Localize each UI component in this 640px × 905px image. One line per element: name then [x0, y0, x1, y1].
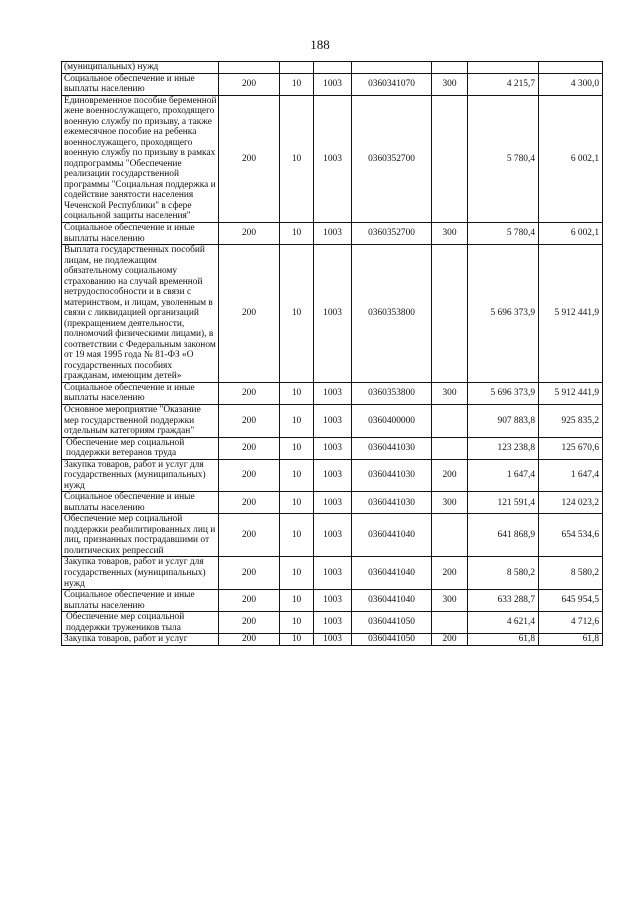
expense-type-cell: [432, 612, 468, 634]
amount-year1-cell: 5 780,4: [468, 222, 539, 244]
section-cell: 200: [219, 634, 280, 646]
section-cell: 200: [219, 492, 280, 514]
target-code-cell: 0360441040: [352, 514, 432, 557]
expense-type-cell: [432, 437, 468, 459]
subsection-cell: 10: [280, 514, 314, 557]
amount-year2-cell: 5 912 441,9: [539, 382, 603, 404]
amount-year1-cell: 121 591,4: [468, 492, 539, 514]
subsection-cell: 10: [280, 634, 314, 646]
amount-year1-cell: 123 238,8: [468, 437, 539, 459]
expense-type-cell: 300: [432, 590, 468, 612]
article-cell: 1003: [314, 514, 352, 557]
subsection-cell: 10: [280, 73, 314, 95]
article-cell: 1003: [314, 437, 352, 459]
expense-type-cell: 300: [432, 222, 468, 244]
subsection-cell: 10: [280, 245, 314, 383]
table-row: [62, 405, 603, 438]
item-name-cell: (муниципальных) нужд: [62, 62, 219, 74]
target-code-cell: 0360341070: [352, 73, 432, 95]
expense-type-cell: [432, 95, 468, 222]
target-code-cell: 0360353800: [352, 245, 432, 383]
article-cell: 1003: [314, 612, 352, 634]
table-row: [62, 514, 603, 557]
subsection-cell: 10: [280, 492, 314, 514]
expense-type-cell: 200: [432, 557, 468, 590]
target-code-cell: 0360441050: [352, 612, 432, 634]
item-name-cell: Социальное обеспечение и иные выплаты населению: [62, 590, 219, 612]
item-name-cell: Закупка товаров, работ и услуг: [62, 634, 219, 646]
table-row: [62, 73, 603, 95]
section-cell: 200: [219, 590, 280, 612]
section-cell: 200: [219, 245, 280, 383]
section-cell: 200: [219, 405, 280, 438]
article-cell: 1003: [314, 557, 352, 590]
amount-year2-cell: 6 002,1: [539, 95, 603, 222]
expense-type-cell: 200: [432, 634, 468, 646]
amount-year1-cell: 4 621,4: [468, 612, 539, 634]
amount-year2-cell: 4 712,6: [539, 612, 603, 634]
subsection-cell: 10: [280, 437, 314, 459]
table-row: [62, 62, 603, 74]
subsection-cell: 10: [280, 222, 314, 244]
table-row: [62, 222, 603, 244]
section-cell: 200: [219, 95, 280, 222]
amount-year1-cell: 8 580,2: [468, 557, 539, 590]
budget-table: [61, 61, 603, 646]
article-cell: 1003: [314, 222, 352, 244]
section-cell: 200: [219, 514, 280, 557]
expense-type-cell: [432, 245, 468, 383]
amount-year1-cell: 5 696 373,9: [468, 382, 539, 404]
subsection-cell: 10: [280, 405, 314, 438]
table-row: [62, 634, 603, 646]
table-row: [62, 382, 603, 404]
item-name-cell: Выплата государственных пособий лицам, не подлежащим обязательному социальному страхованию на случай временной нетрудоспособности и в связи с материнством, и лицам, уволенным в связи с ликвидацией организаций (прекращением деятельности, полномочий физическими лицами), в соответствии с Федеральным законом от 19 мая 1995 года № 81-ФЗ «О государственных пособиях гражданам, имеющим детей»: [62, 245, 219, 383]
item-name-cell: Обеспечение мер социальной поддержки тружеников тыла: [62, 612, 219, 634]
article-cell: 1003: [314, 73, 352, 95]
amount-year1-cell: 61,8: [468, 634, 539, 646]
amount-year2-cell: 5 912 441,9: [539, 245, 603, 383]
target-code-cell: 0360352700: [352, 222, 432, 244]
amount-year2-cell: 61,8: [539, 634, 603, 646]
subsection-cell: 10: [280, 557, 314, 590]
amount-year1-cell: 633 288,7: [468, 590, 539, 612]
article-cell: 1003: [314, 405, 352, 438]
item-name-cell: Социальное обеспечение и иные выплаты населению: [62, 492, 219, 514]
section-cell: 200: [219, 222, 280, 244]
article-cell: [314, 62, 352, 74]
expense-type-cell: [432, 405, 468, 438]
amount-year2-cell: 645 954,5: [539, 590, 603, 612]
target-code-cell: 0360400000: [352, 405, 432, 438]
target-code-cell: 0360441040: [352, 590, 432, 612]
table-body: [62, 62, 603, 646]
target-code-cell: 0360441030: [352, 437, 432, 459]
subsection-cell: 10: [280, 612, 314, 634]
amount-year2-cell: 124 023,2: [539, 492, 603, 514]
amount-year1-cell: 907 883,8: [468, 405, 539, 438]
expense-type-cell: 300: [432, 73, 468, 95]
item-name-cell: Закупка товаров, работ и услуг для государственных (муниципальных) нужд: [62, 459, 219, 492]
article-cell: 1003: [314, 382, 352, 404]
item-name-cell: Основное мероприятие "Оказание мер государственной поддержки отдельным категориям граждан": [62, 405, 219, 438]
amount-year2-cell: [539, 62, 603, 74]
amount-year1-cell: 5 696 373,9: [468, 245, 539, 383]
amount-year2-cell: 925 835,2: [539, 405, 603, 438]
table-row: [62, 245, 603, 383]
amount-year2-cell: 6 002,1: [539, 222, 603, 244]
amount-year1-cell: 4 215,7: [468, 73, 539, 95]
article-cell: 1003: [314, 634, 352, 646]
expense-type-cell: [432, 514, 468, 557]
article-cell: 1003: [314, 459, 352, 492]
table-row: [62, 557, 603, 590]
target-code-cell: 0360352700: [352, 95, 432, 222]
target-code-cell: 0360353800: [352, 382, 432, 404]
table-row: [62, 459, 603, 492]
section-cell: 200: [219, 73, 280, 95]
item-name-cell: Закупка товаров, работ и услуг для государственных (муниципальных) нужд: [62, 557, 219, 590]
section-cell: 200: [219, 459, 280, 492]
page-number: 188: [310, 37, 330, 52]
item-name-cell: Обеспечение мер социальной поддержки ветеранов труда: [62, 437, 219, 459]
subsection-cell: 10: [280, 382, 314, 404]
article-cell: 1003: [314, 95, 352, 222]
target-code-cell: 0360441030: [352, 459, 432, 492]
target-code-cell: 0360441040: [352, 557, 432, 590]
target-code-cell: 0360441050: [352, 634, 432, 646]
amount-year2-cell: 654 534,6: [539, 514, 603, 557]
table-row: [62, 492, 603, 514]
expense-type-cell: [432, 62, 468, 74]
subsection-cell: 10: [280, 590, 314, 612]
expense-type-cell: 200: [432, 459, 468, 492]
article-cell: 1003: [314, 590, 352, 612]
section-cell: 200: [219, 437, 280, 459]
amount-year2-cell: 125 670,6: [539, 437, 603, 459]
article-cell: 1003: [314, 245, 352, 383]
subsection-cell: 10: [280, 95, 314, 222]
expense-type-cell: 300: [432, 492, 468, 514]
table-row: [62, 612, 603, 634]
target-code-cell: 0360441030: [352, 492, 432, 514]
item-name-cell: Социальное обеспечение и иные выплаты населению: [62, 382, 219, 404]
table-row: [62, 590, 603, 612]
target-code-cell: [352, 62, 432, 74]
amount-year2-cell: 8 580,2: [539, 557, 603, 590]
section-cell: 200: [219, 557, 280, 590]
item-name-cell: Единовременное пособие беременной жене военнослужащего, проходящего военную службу по призыву, а также ежемесячное пособие на ребенка военнослужащего, проходящего военную службу по призыву в рамках подпрограммы "Обеспечение реализации государственной программы "Социальная поддержка и содействие занятости населения Чеченской Республики" в сфере социальной защиты населения": [62, 95, 219, 222]
amount-year1-cell: [468, 62, 539, 74]
article-cell: 1003: [314, 492, 352, 514]
amount-year1-cell: 5 780,4: [468, 95, 539, 222]
table-row: [62, 437, 603, 459]
section-cell: [219, 62, 280, 74]
subsection-cell: [280, 62, 314, 74]
section-cell: 200: [219, 382, 280, 404]
subsection-cell: 10: [280, 459, 314, 492]
table-row: [62, 95, 603, 222]
item-name-cell: Социальное обеспечение и иные выплаты населению: [62, 73, 219, 95]
expense-type-cell: 300: [432, 382, 468, 404]
item-name-cell: Социальное обеспечение и иные выплаты населению: [62, 222, 219, 244]
section-cell: 200: [219, 612, 280, 634]
amount-year1-cell: 641 868,9: [468, 514, 539, 557]
amount-year2-cell: 4 300,0: [539, 73, 603, 95]
amount-year2-cell: 1 647,4: [539, 459, 603, 492]
amount-year1-cell: 1 647,4: [468, 459, 539, 492]
item-name-cell: Обеспечение мер социальной поддержки реабилитированных лиц и лиц, признанных пострадавшими от политических репрессий: [62, 514, 219, 557]
